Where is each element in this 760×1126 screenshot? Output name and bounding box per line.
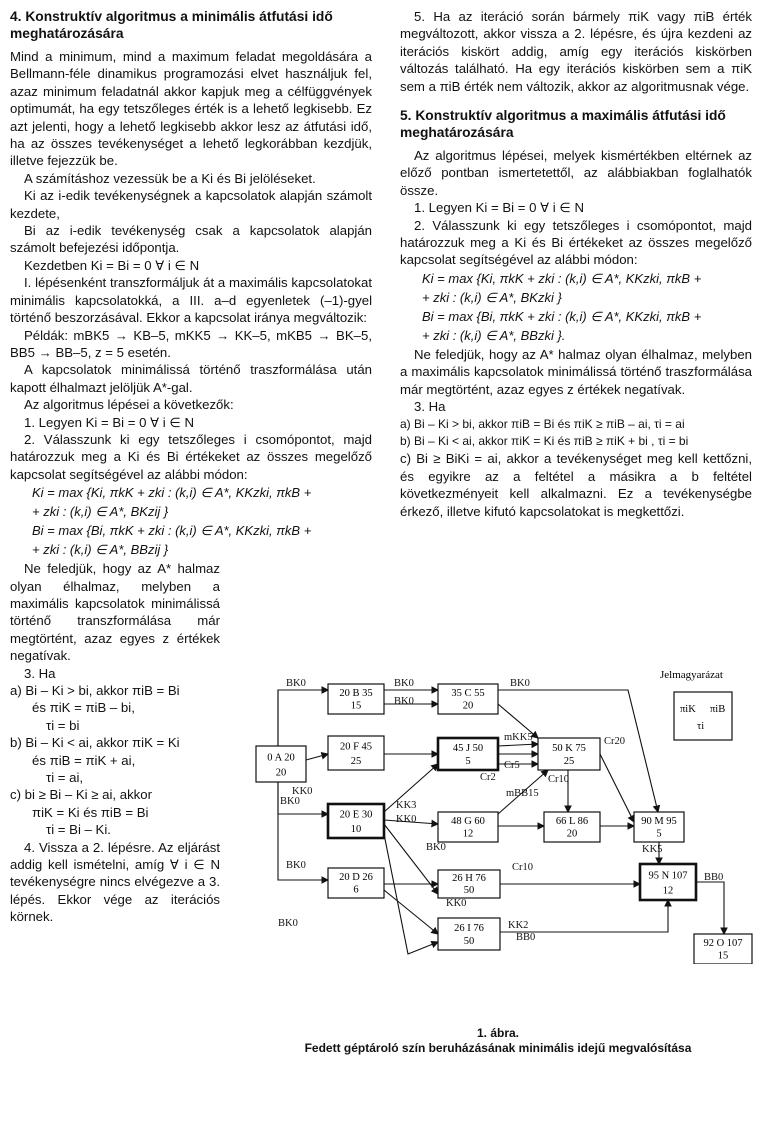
condition-line: τi = Bi – Ki.: [46, 822, 111, 838]
edge-label: KK3: [396, 800, 417, 811]
edge-arrow: [498, 744, 538, 746]
edge-label: Cr10: [548, 774, 569, 785]
node-label: 45 J 50: [452, 742, 484, 754]
paragraph: 2. Válasszunk ki egy tetszőleges i csomópontot, majd határozzuk meg a Ki és Bi értékeket az összes megelőző kapcsolat segítségével az alábbi módon:: [400, 217, 752, 268]
right-column: [400, 8, 752, 520]
formula-line: Ki = max {Ki, πkK + zki : (k,i) ∈ A*, KKzki, πkB +: [422, 270, 702, 286]
paragraph: 3. Ha: [24, 665, 56, 681]
node-c: [438, 684, 498, 714]
node-label: 95 N 107: [648, 870, 688, 882]
paragraph: Ki az i-edik tevékenységnek a kapcsolatok alapján számolt kezdete,: [10, 188, 372, 221]
condition-line: τi = bi: [46, 717, 80, 733]
node-duration: 5: [465, 756, 471, 768]
edge-label: BB0: [516, 932, 536, 943]
edge-arrow: [600, 754, 634, 822]
node-h: [438, 870, 500, 898]
node-duration: 25: [350, 755, 362, 767]
edge-label: KK0: [446, 898, 467, 909]
node-label: 20 E 30: [339, 809, 373, 821]
node-g: [438, 812, 498, 842]
node-duration: 12: [662, 885, 674, 897]
edge-arrow: [278, 690, 328, 746]
edge-label: BK0: [286, 678, 306, 689]
paragraph: Mind a minimum, mind a maximum feladat megoldására a Bellmann-féle dinamikus programozási elvet használjuk fel, azaz minimum feladatnál akkor kapjuk meg a célfüggvények optimumát, ha egy tetszőleges érték is a lehető legkisebb. Ez azt jelenti, hogy a lehető legkisebb akkor lesz az átfutási idő, ha az összes tevékenységet a lehető legkorábban kezdjük, illetve fejezzük be.: [10, 49, 372, 169]
node-duration: 20: [566, 828, 578, 840]
edge-label: Cr10: [512, 862, 533, 873]
node-label: 50 K 75: [552, 742, 586, 754]
node-d: [328, 868, 384, 898]
condition-line: b) Bi – Ki < ai, akkor πiK = Ki és πiB ≥ πiK + bi , τi = bi: [400, 433, 689, 448]
legend-b: πiB: [710, 704, 726, 715]
formula-line: Ki = max {Ki, πkK + zki : (k,i) ∈ A*, KKzki, πkB +: [32, 485, 312, 501]
node-label: 66 L 86: [555, 816, 589, 827]
paragraph: 4. Vissza a 2. lépésre. Az eljárást addig kell ismételni, amíg ∀ i ∈ N tevékenységre nincs elvégezve a 3. lépés. Ekkor vége az iterációs körnek.: [10, 839, 220, 925]
paragraph: Ne feledjük, hogy az A* halmaz olyan élhalmaz, melyben a maximális kapcsolatok minimálissá történő transzformálása már megtörtént, azaz egyes z értékek negatívak.: [10, 561, 220, 664]
node-duration: 20: [275, 767, 287, 779]
edge-label: BK0: [426, 842, 446, 853]
node-a: [256, 746, 306, 782]
node-duration: 12: [462, 828, 474, 840]
condition-line: és πiK = πiB – bi,: [32, 700, 135, 716]
legend-t: τi: [697, 721, 705, 732]
edge-arrow: [696, 882, 724, 934]
paragraph: A számításhoz vezessük be a Ki és Bi jelöléseket.: [24, 170, 316, 186]
edge-label: BK0: [510, 678, 530, 689]
condition-line: a) Bi – Ki > bi, akkor πiB = Bi és πiK ≥ πiB – ai, τi = ai: [400, 416, 685, 431]
paragraph: 3. Ha: [414, 399, 446, 415]
node-j: [438, 738, 498, 770]
paragraph: Bi az i-edik tevékenység csak a kapcsolatok alapján számolt befejezési időpontja.: [10, 223, 372, 256]
edge-label: BK0: [286, 860, 306, 871]
node-n: [640, 864, 696, 900]
edge-label: BK0: [278, 918, 298, 929]
edge-label: mKK5: [504, 732, 533, 743]
node-label: 35 C 55: [451, 688, 485, 699]
node-label: 0 A 20: [267, 752, 295, 764]
node-i: [438, 918, 500, 950]
section-heading: 4. Konstruktív algoritmus a minimális átfutási idő meghatározására: [10, 9, 333, 41]
condition-line: a) Bi – Ki > bi, akkor πiB = Bi: [10, 683, 180, 698]
condition-line: b) Bi – Ki < ai, akkor πiK = Ki: [10, 735, 180, 751]
paragraph: I. lépésenként transzformáljuk át a maximális kapcsolatokat minimális kapcsolatokká, a III. a–d egyenletek (–1)-gyel történő beszorzásával. Ekkor a kapcsolat iránya megváltozik:: [10, 275, 372, 326]
node-duration: 6: [353, 884, 359, 896]
formula-line: Bi = max {Bi, πkK + zki : (k,i) ∈ A*, KKzki, πkB +: [422, 308, 702, 324]
condition-line: c) bi ≥ Bi – Ki ≥ ai, akkor: [10, 787, 152, 803]
condition-line: πiK = Ki és πiB = Bi: [32, 804, 149, 820]
formula-line: + zki : (k,i) ∈ A*, BBzki }.: [422, 327, 566, 343]
legend-title: Jelmagyarázat: [660, 669, 723, 681]
node-duration: 15: [717, 950, 729, 962]
node-duration: 50: [463, 936, 475, 948]
paragraph: Példák: mBK5 → KB–5, mKK5 → KK–5, mKB5 → BK–5, BB5 → BB–5, z = 5 esetén.: [10, 327, 372, 360]
edge-label: KK0: [396, 814, 417, 825]
node-duration: 25: [563, 756, 575, 768]
formula-line: + zki : (k,i) ∈ A*, BBzij }: [32, 542, 169, 558]
node-label: 20 D 26: [339, 872, 373, 883]
section-heading: 5. Konstruktív algoritmus a maximális átfutási idő meghatározására: [400, 108, 726, 141]
edge-arrow: [306, 754, 328, 760]
node-label: 20 B 35: [339, 688, 373, 699]
node-duration: 15: [350, 700, 362, 712]
node-duration: 5: [656, 828, 662, 840]
edge-arrow: [278, 690, 328, 746]
node-duration: 50: [463, 884, 475, 896]
node-label: 20 F 45: [339, 741, 373, 753]
node-duration: 20: [462, 700, 474, 712]
node-k: [538, 738, 600, 770]
node-m: [634, 812, 684, 842]
edge-label: BK0: [394, 696, 414, 707]
node-label: 26 H 76: [452, 873, 486, 885]
formula-line: Bi = max {Bi, πkK + zki : (k,i) ∈ A*, KKzki, πkB +: [32, 523, 312, 539]
node-label: 92 O 107: [703, 938, 743, 949]
node-b: [328, 684, 384, 714]
paragraph: c) Bi ≥ BiKi = ai, akkor a tevékenységet meg kell kettőzni, és egyikre az a feltétel a másikra a b feltétel következményeit kell alkalmazni. Ez a tevékenységbe érkező, illetve kifutó kapcsolatokat is megkettőzi.: [400, 451, 752, 519]
edge-arrow: [384, 890, 438, 934]
edge-label: KK2: [508, 920, 529, 931]
edge-label: mBB15: [506, 788, 539, 799]
paragraph: Az algoritmus lépései a következők:: [24, 397, 234, 413]
caption-number: 1. ábra.: [476, 1026, 520, 1040]
edge-label: BK0: [280, 796, 300, 807]
paragraph: A kapcsolatok minimálissá történő traszformálása után kapott élhalmazt jelöljük A*-gal.: [10, 362, 372, 395]
legend-k: πiK: [680, 704, 696, 715]
formula-line: + zki : (k,i) ∈ A*, BKzij }: [32, 504, 169, 520]
edge-label: Cr5: [504, 760, 520, 771]
node-label: 48 G 60: [451, 816, 485, 827]
condition-line: τi = ai,: [46, 770, 84, 786]
node-e: [328, 804, 384, 838]
edge-label: KK5: [642, 844, 663, 855]
paragraph: Az algoritmus lépései, melyek kismértékben eltérnek az előző pontban ismertetettől, az alábbiakban foglalhatók össze.: [400, 148, 752, 198]
paragraph: Ne feledjük, hogy az A* halmaz olyan élhalmaz, melyben a maximális kapcsolatok minimálissá történő traszformálása már megtörtént, azaz egyes z értékek negatívak.: [400, 346, 752, 397]
node-label: 26 I 76: [454, 922, 484, 934]
edge-label: Cr2: [480, 772, 496, 783]
node-l: [544, 812, 600, 842]
node-o: [694, 934, 752, 964]
network-diagram: [248, 664, 756, 964]
paragraph: Kezdetben Ki = Bi = 0 ∀ i ∈ N: [24, 257, 200, 273]
condition-line: és πiB = πiK + ai,: [32, 752, 136, 768]
formula-line: + zki : (k,i) ∈ A*, BKzki }: [422, 289, 562, 305]
caption-text: Fedett géptároló szín beruházásának minimális idejű megvalósítása: [304, 1041, 692, 1055]
paragraph: 1. Legyen Ki = Bi = 0 ∀ i ∈ N: [24, 414, 195, 430]
paragraph: 2. Válasszunk ki egy tetszőleges i csomópontot, majd határozzuk meg a Ki és Bi értékeket az összes megelőző kapcsolat segítségével az alábbi módon:: [10, 431, 372, 482]
edge-label: Cr20: [604, 736, 625, 747]
narrow-block: [10, 560, 220, 926]
legend: [660, 669, 732, 740]
node-f: [328, 736, 384, 770]
node-label: 90 M 95: [641, 816, 677, 827]
edge-label: KK0: [292, 786, 313, 797]
edge-label: BK0: [394, 678, 414, 689]
edge-label: BB0: [704, 872, 724, 883]
figure-caption: [248, 1026, 748, 1056]
node-duration: 10: [350, 823, 362, 835]
paragraph: 5. Ha az iteráció során bármely πiK vagy πiB érték megváltozott, akkor vissza a 2. lépésre, és újra kezdeni az iterációs kiskört addig, amíg egy iterációs kiskörben változás található. Ha egy iterációs kiskörben sem a πiK sem a πiB érték nem változik, akkor az algoritmusnak vége.: [400, 9, 752, 94]
paragraph: 1. Legyen Ki = Bi = 0 ∀ i ∈ N: [414, 200, 585, 216]
